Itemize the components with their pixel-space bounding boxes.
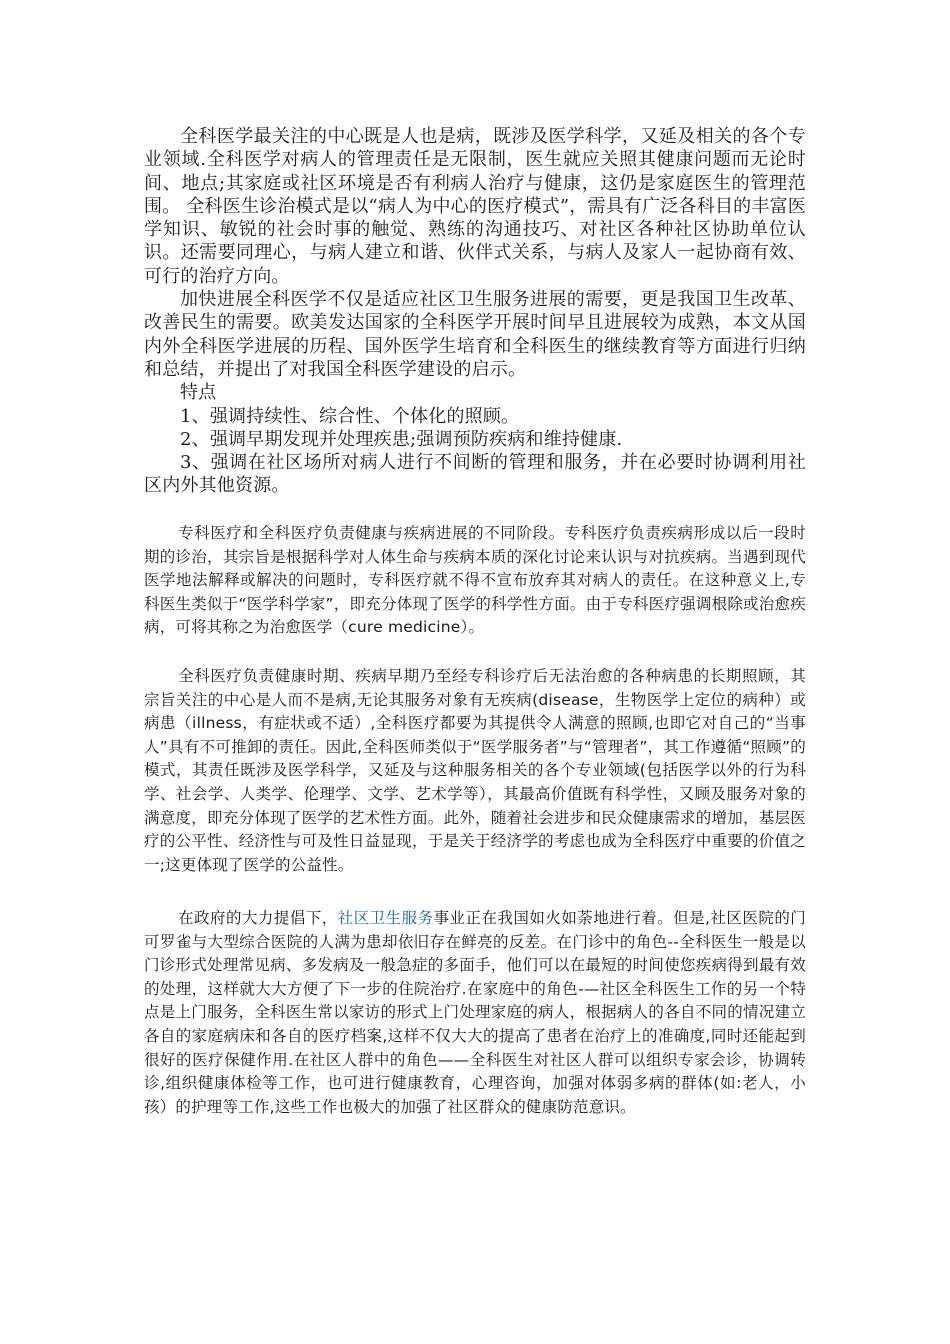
paragraph-focus: 全科医学最关注的中心既是人也是病，既涉及医学科学，又延及相关的各个专业领域.全科医学对病人的管理责任是无限制，医生就应关照其健康问题而无论时间、地点;其家庭或社区环境是否有利病人治疗与健康，这仍是家庭医生的管理范围。 全科医生诊治模式是以“病人为中心的医疗模式”，需具有广泛各科目的丰富医学知识、敏锐的社会时事的触觉、熟练的沟通技巧、对社区各种社区协助单位认识。还需要同理心，与病人建立和谐、伙伴式关系，与病人及家人一起协商有效、可行的治疗方向。 [144,126,806,287]
paragraph-development: 加快进展全科医学不仅是适应社区卫生服务进展的需要，更是我国卫生改革、改善民生的需要。欧美发达国家的全科医学开展时间早且进展较为成熟，本文从国内外全科医学进展的历程、国外医学生培育和全科医生的继续教育等方面进行归纳和总结，并提出了对我国全科医学建设的启示。 [144,289,806,380]
paragraph-community [144,907,806,1119]
paragraph-general-care: 全科医疗负责健康时期、疾病早期乃至经专科诊疗后无法治愈的各种病患的长期照顾，其宗旨关注的中心是人而不是病,无论其服务对象有无疾病(disease，生物医学上定位的病种）或病患（illness，有症状或不适）,全科医疗都要为其提供令人满意的照顾,也即它对自己的“当事人”具有不可推卸的责任。因此,全科医师类似于“医学服务者”与“管理者”，其工作遵循“照顾”的模式，其责任既涉及医学科学，又延及与这种服务相关的各个专业领域(包括医学以外的行为科学、社会学、人类学、伦理学、文学、艺术学等），其最高价值既有科学性，又顾及服务对象的满意度，即充分体现了医学的艺术性方面。此外，随着社会进步和民众健康需求的增加，基层医疗的公平性、经济性与可及性日益显现，于是关于经济学的考虑也成为全科医疗中重要的价值之一;这更体现了医学的公益性。 [144,667,806,874]
community-rest-text: 事业正在我国如火如荼地进行着。但是,社区医院的门可罗雀与大型综合医院的人满为患却依旧存在鲜亮的反差。在门诊中的角色--全科医生一般是以门诊形式处理常见病、多发病及一般急症的多面手，他们可以在最短的时间使您疾病得到最有效的处理，这样就大大方便了下一步的住院治疗.在家庭中的角色-—社区全科医生工作的另一个特点是上门服务，全科医生常以家访的形式上门处理家庭的病人，根据病人的各自不同的情况建立各自的家庭病床和各自的医疗档案,这样不仅大大的提高了患者在治疗上的准确度,同时还能起到很好的医疗保健作用.在社区人群中的角色——全科医生对社区人群可以组织专家会诊，协调转诊,组织健康体检等工作，也可进行健康教育，心理咨询，加强对体弱多病的群体(如:老人，小孩）的护理等工作,这些工作也极大的加强了社区群众的健康防范意识。 [144,909,806,1116]
section-community-service [144,907,806,1119]
feature-item-2: 2、强调早期发现并处理疾患;强调预防疾病和维持健康. [180,428,623,450]
community-lead-text: 在政府的大力提倡下， [178,909,338,927]
feature-item-3: 3、强调在社区场所对病人进行不间断的管理和服务，并在必要时协调利用社区内外其他资源。 [144,452,806,497]
paragraph-specialist: 专科医疗和全科医疗负责健康与疾病进展的不同阶段。专科医疗负责疾病形成以后一段时期的诊治，其宗旨是根据科学对人体生命与疾病本质的深化讨论来认识与对抗疾病。当遇到现代医学地法解释或解决的问题时，专科医疗就不得不宣布放弃其对病人的责任。在这种意义上,专科医生类似于“医学科学家”，即充分体现了医学的科学性方面。由于专科医疗强调根除或治愈疾病，可将其称之为治愈医学（cure medicine）。 [144,524,806,637]
community-health-service-link[interactable]: 社区卫生服务 [337,909,434,927]
feature-item-1: 1、强调持续性、综合性、个体化的照顾。 [180,405,520,427]
heading-features: 特点 [180,382,217,404]
section-specialist-care [144,522,806,640]
section-general-care [144,665,806,877]
section-general-medicine-intro [144,125,806,498]
